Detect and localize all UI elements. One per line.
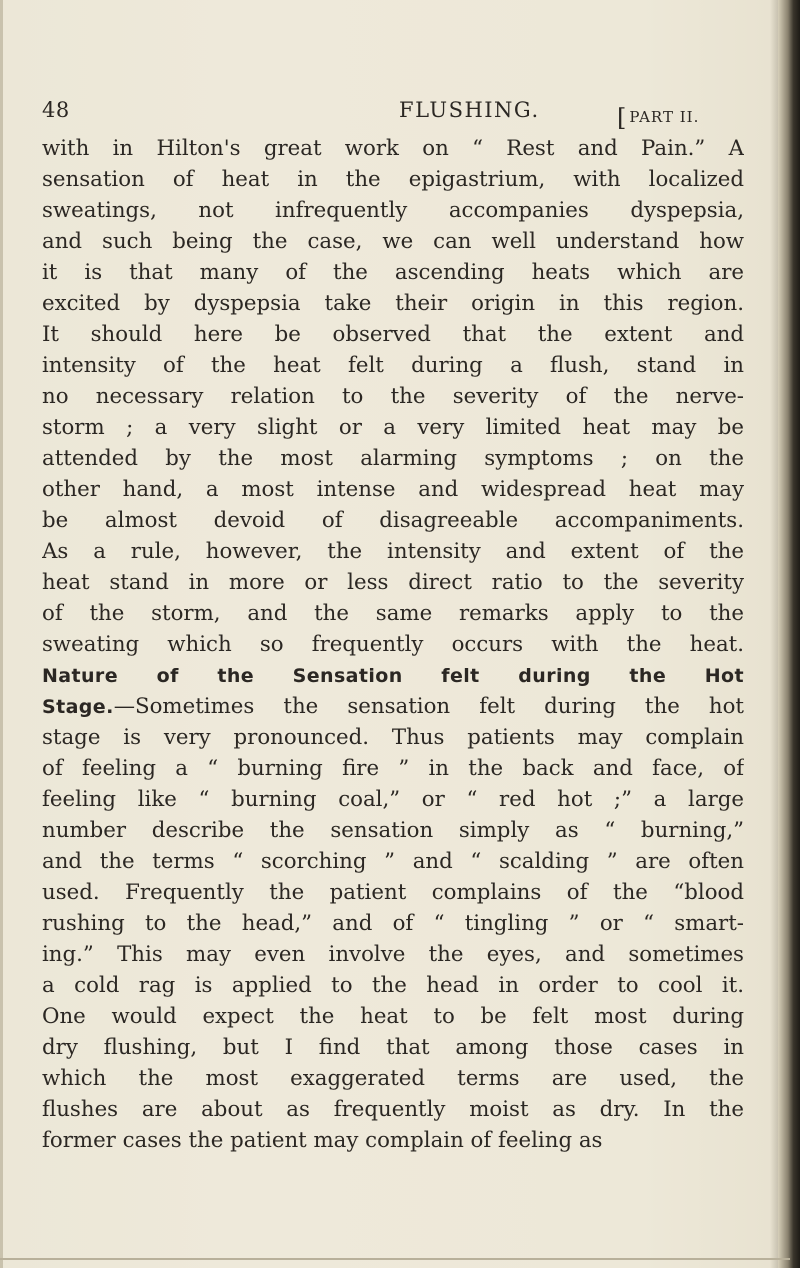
line-text: of the storm, and the same remarks apply to the	[42, 601, 744, 626]
text-line	[42, 629, 744, 660]
text-line	[42, 288, 744, 319]
body-text	[42, 133, 744, 1156]
text-line	[42, 381, 744, 412]
line-text: and the terms “ scorching ” and “ scalding ” are often	[42, 849, 744, 874]
text-line	[42, 164, 744, 195]
line-text: attended by the most alarming symptoms ; on the	[42, 446, 744, 471]
section-heading-line	[42, 691, 744, 722]
line-text: a cold rag is applied to the head in order to cool it.	[42, 973, 744, 998]
text-line	[42, 815, 744, 846]
line-text: As a rule, however, the intensity and extent of the	[42, 539, 744, 564]
line-text: number describe the sensation simply as “ burning,”	[42, 818, 744, 843]
text-line	[42, 598, 744, 629]
running-header	[42, 98, 742, 138]
text-line	[42, 1094, 744, 1125]
text-line	[42, 1032, 744, 1063]
text-line	[42, 412, 744, 443]
text-line	[42, 133, 744, 164]
line-text: It should here be observed that the extent and	[42, 322, 744, 347]
text-line	[42, 970, 744, 1001]
text-line	[42, 536, 744, 567]
line-text: sensation of heat in the epigastrium, with localized	[42, 167, 744, 192]
text-line	[42, 1125, 744, 1156]
line-text: feeling like “ burning coal,” or “ red hot ;” a large	[42, 787, 744, 812]
text-line	[42, 939, 744, 970]
line-text: be almost devoid of disagreeable accompaniments.	[42, 508, 744, 533]
section-label	[617, 100, 700, 132]
section-heading: Stage.	[42, 696, 114, 718]
line-text: sweatings, not infrequently accompanies dyspepsia,	[42, 198, 744, 223]
text-line	[42, 1001, 744, 1032]
line-text: of feeling a “ burning fire ” in the back and face, of	[42, 756, 744, 781]
text-line	[42, 195, 744, 226]
running-title: FLUSHING.	[399, 98, 540, 122]
text-line	[42, 1063, 744, 1094]
section-heading: Nature of the Sensation felt during the Hot	[42, 665, 744, 687]
text-line	[42, 722, 744, 753]
line-text: ing.” This may even involve the eyes, and sometimes	[42, 942, 744, 967]
text-line	[42, 443, 744, 474]
text-line	[42, 753, 744, 784]
text-line	[42, 474, 744, 505]
line-text: used. Frequently the patient complains of the “blood	[42, 880, 744, 905]
line-text: other hand, a most intense and widespread heat may	[42, 477, 744, 502]
page-bottom-edge	[0, 1258, 790, 1260]
line-text: it is that many of the ascending heats which are	[42, 260, 744, 285]
page-left-edge	[0, 0, 3, 1268]
book-spine-edge	[778, 0, 800, 1268]
text-line	[42, 319, 744, 350]
line-text: heat stand in more or less direct ratio to the severity	[42, 570, 744, 595]
line-text: with in Hilton's great work on “ Rest and Pain.” A	[42, 136, 744, 161]
line-text: flushes are about as frequently moist as dry. In the	[42, 1097, 744, 1122]
text-line	[42, 784, 744, 815]
line-text: former cases the patient may complain of feeling as	[42, 1128, 603, 1153]
text-line	[42, 226, 744, 257]
line-text: which the most exaggerated terms are used, the	[42, 1066, 744, 1091]
text-line	[42, 846, 744, 877]
text-line	[42, 257, 744, 288]
text-line	[42, 567, 744, 598]
line-text: and such being the case, we can well understand how	[42, 229, 744, 254]
line-text: stage is very pronounced. Thus patients may complain	[42, 725, 744, 750]
section-bracket: [	[617, 104, 628, 132]
line-text: excited by dyspepsia take their origin in this region.	[42, 291, 744, 316]
line-text: One would expect the heat to be felt most during	[42, 1004, 744, 1029]
line-text: dry flushing, but I find that among those cases in	[42, 1035, 744, 1060]
section-heading-line	[42, 660, 744, 691]
text-line	[42, 350, 744, 381]
text-line	[42, 877, 744, 908]
text-line	[42, 505, 744, 536]
line-text: rushing to the head,” and of “ tingling ” or “ smart-	[42, 911, 744, 936]
line-text: sweating which so frequently occurs with the heat.	[42, 632, 744, 657]
line-text: no necessary relation to the severity of the nerve-	[42, 384, 744, 409]
text-line	[42, 908, 744, 939]
line-text: —Sometimes the sensation felt during the hot	[113, 694, 744, 719]
line-text: storm ; a very slight or a very limited heat may be	[42, 415, 744, 440]
line-text: intensity of the heat felt during a flush, stand in	[42, 353, 744, 378]
section-label-text: PART II.	[629, 108, 700, 126]
page-number: 48	[42, 98, 70, 122]
